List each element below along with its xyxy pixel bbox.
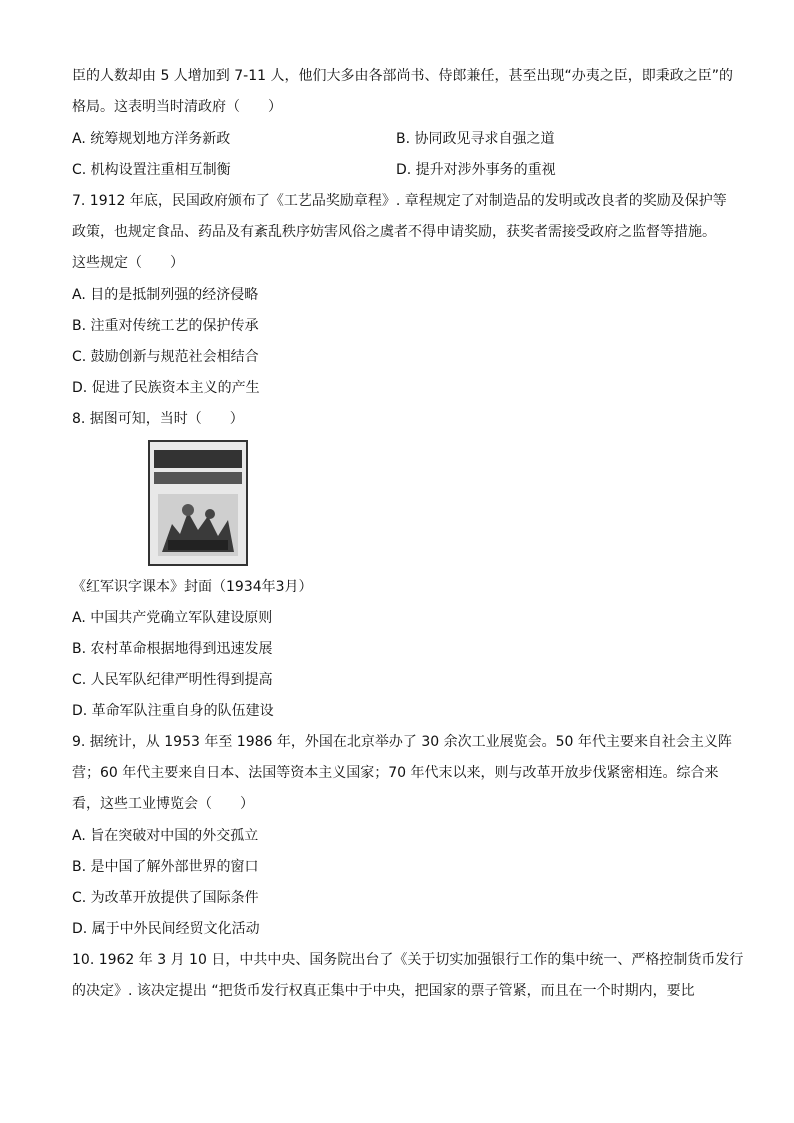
- textbook-cover-image: [148, 440, 248, 566]
- q7-stem-line-3: 这些规定（ ）: [72, 255, 184, 271]
- q8-option-b: B. 农村革命根据地得到迅速发展: [72, 641, 273, 657]
- q9-option-d: D. 属于中外民间经贸文化活动: [72, 921, 260, 937]
- q7-option-a: A. 目的是抵制列强的经济侵略: [72, 287, 259, 303]
- q6-stem-line-1: 臣的人数却由 5 人增加到 7-11 人，他们大多由各部尚书、侍郎兼任，甚至出现“办夷之臣，即秉政之臣”的: [72, 68, 733, 84]
- q6-option-d: D. 提升对涉外事务的重视: [396, 162, 556, 178]
- q7-option-d: D. 促进了民族资本主义的产生: [72, 380, 260, 396]
- q6-option-c: C. 机构设置注重相互制衡: [72, 162, 231, 178]
- q8-option-c: C. 人民军队纪律严明性得到提高: [72, 672, 273, 688]
- q10-stem-line-1: 10. 1962 年 3 月 10 日，中共中央、国务院出台了《关于切实加强银行工作的集中统一、严格控制货币发行: [72, 952, 744, 968]
- q8-stem: 8. 据图可知，当时（ ）: [72, 411, 244, 427]
- q9-stem-line-1: 9. 据统计，从 1953 年至 1986 年，外国在北京举办了 30 余次工业展览会。50 年代主要来自社会主义阵: [72, 734, 732, 750]
- q9-stem-line-2: 营；60 年代主要来自日本、法国等资本主义国家；70 年代末以来，则与改革开放步伐紧密相连。综合来: [72, 765, 719, 781]
- q10-stem-line-2: 的决定》. 该决定提出 “把货币发行权真正集中于中央，把国家的票子管紧，而且在一个时期内，要比: [72, 983, 695, 999]
- cover-illustration: [158, 494, 238, 556]
- figure-caption: 《红军识字课本》封面（1934年3月）: [72, 579, 313, 595]
- q7-stem-line-1: 7. 1912 年底，民国政府颁布了《工艺品奖励章程》. 章程规定了对制造品的发明或改良者的奖励及保护等: [72, 193, 727, 209]
- q7-option-b: B. 注重对传统工艺的保护传承: [72, 318, 259, 334]
- q8-option-a: A. 中国共产党确立军队建设原则: [72, 610, 273, 626]
- q7-stem-line-2: 政策，也规定食品、药品及有紊乱秩序妨害风俗之虞者不得申请奖励，获奖者需接受政府之监督等措施。: [72, 224, 716, 240]
- cover-title-band: [154, 450, 242, 468]
- q9-stem-line-3: 看，这些工业博览会（ ）: [72, 796, 254, 812]
- q9-option-a: A. 旨在突破对中国的外交孤立: [72, 828, 259, 844]
- q9-option-b: B. 是中国了解外部世界的窗口: [72, 859, 259, 875]
- q6-option-b: B. 协同政见寻求自强之道: [396, 131, 555, 147]
- q6-option-a: A. 统筹规划地方洋务新政: [72, 131, 231, 147]
- q9-option-c: C. 为改革开放提供了国际条件: [72, 890, 259, 906]
- q6-stem-line-2: 格局。这表明当时清政府（ ）: [72, 99, 282, 115]
- cover-subtitle-band: [154, 472, 242, 484]
- q8-option-d: D. 革命军队注重自身的队伍建设: [72, 703, 274, 719]
- q7-option-c: C. 鼓励创新与规范社会相结合: [72, 349, 259, 365]
